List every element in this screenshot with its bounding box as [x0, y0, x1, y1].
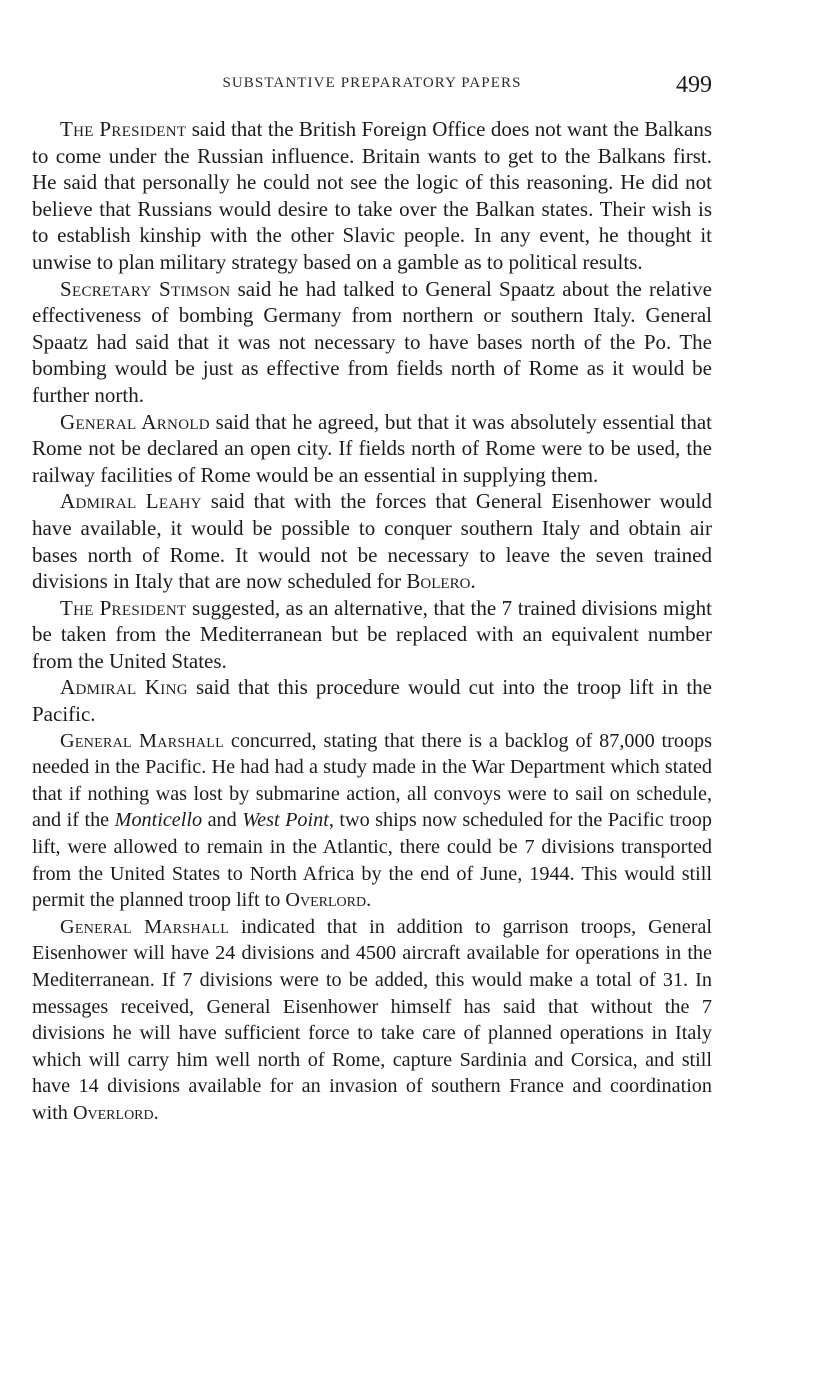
- code-name-overlord: Overlord: [72, 1101, 154, 1124]
- paragraph-president-balkans: [32, 116, 712, 276]
- speaker-name: The President: [60, 595, 187, 620]
- paragraph-text-end: .: [366, 889, 372, 912]
- paragraph-text: , two ships now scheduled for the Pacific troop lift, were allowed to remain in the Atlantic, there could be 7 divisions transported from the United States to North Africa by the end of June, 1944. This would still permit the planned troop lift to: [32, 809, 712, 912]
- ship-name: West Point: [242, 809, 329, 832]
- paragraph-text: said that he agreed, but that it was absolutely essential that Rome not be declared an open city. If fields north of Rome were to be used, the railway facilities of Rome would be an essential in supplying them.: [32, 409, 712, 487]
- paragraph-text: said that the British Foreign Office does not want the Balkans to come under the Russian influence. Britain wants to get to the Balkans first. He said that personally he could not see the logic of this reasoning. He did not believe that Russians would desire to take over the Balkan states. Their wish is to establish kinship with the other Slavic people. In any event, he thought it unwise to plan military strategy based on a gamble as to political results.: [32, 117, 712, 274]
- running-head: [32, 72, 712, 102]
- paragraph-text: concurred, stating that there is a backlog of 87,000 troops needed in the Pacific. He had had a study made in the War Department which stated that if nothing was lost by submarine action, all convoys were to sail on schedule, and if the: [32, 729, 713, 832]
- paragraph-text: suggested, as an alternative, that the 7 trained divisions might be taken from the Mediterranean but be replaced with an equivalent number from the United States.: [32, 595, 712, 673]
- paragraph-text-end: .: [470, 569, 476, 594]
- paragraph-marshall-eisenhower: [32, 914, 712, 1127]
- paragraph-text: indicated that in addition to garrison troops, General Eisenhower will have 24 divisions and 4500 aircraft available for operations in the Mediterranean. If 7 divisions were to be added, this would make a total of 31. In messages received, General Eisenhower himself has said that without the 7 divisions he will have sufficient force to take care of planned operations in Italy which will carry him well north of Rome, capture Sardinia and Corsica, and still have 14 divisions available for an invasion of southern France and coordination with: [32, 915, 712, 1124]
- paragraph-stimson: [32, 276, 712, 409]
- paragraph-leahy: [32, 488, 712, 594]
- code-name-overlord: Overlord: [285, 889, 367, 912]
- paragraph-president-divisions: [32, 595, 712, 675]
- speaker-name: General Marshall: [60, 915, 230, 938]
- speaker-name: General Marshall: [60, 729, 224, 752]
- code-name-bolero: Bolero: [406, 569, 471, 594]
- speaker-name: The President: [60, 117, 187, 141]
- paragraph-text: said that with the forces that General Eisenhower would have available, it would be possible to conquer southern Italy and obtain air bases north of Rome. It would not be necessary to leave the seven trained divisions in Italy that are now scheduled for: [32, 489, 713, 594]
- speaker-name: General Arnold: [60, 409, 210, 434]
- speaker-name: Admiral Leahy: [60, 489, 202, 514]
- body-text: [32, 116, 712, 1127]
- paragraph-text: and: [202, 809, 243, 832]
- paragraph-text: said that this procedure would cut into the troop lift in the Pacific.: [32, 675, 712, 727]
- paragraph-king: [32, 674, 712, 727]
- ship-name: Monticello: [114, 809, 203, 832]
- paragraph-text: said he had talked to General Spaatz about the relative effectiveness of bombing Germany from northern or southern Italy. General Spaatz had said that it was not necessary to have bases north of the Po. The bombing would be just as effective from fields north of Rome as it would be further north.: [32, 276, 712, 407]
- running-title: SUBSTANTIVE PREPARATORY PAPERS: [222, 75, 522, 91]
- speaker-name: Admiral King: [60, 675, 188, 700]
- paragraph-marshall-backlog: [32, 728, 712, 914]
- paragraph-arnold: [32, 409, 712, 489]
- paragraph-text-end: .: [153, 1101, 159, 1124]
- page-number: 499: [676, 72, 712, 98]
- speaker-name: Secretary Stimson: [60, 276, 231, 301]
